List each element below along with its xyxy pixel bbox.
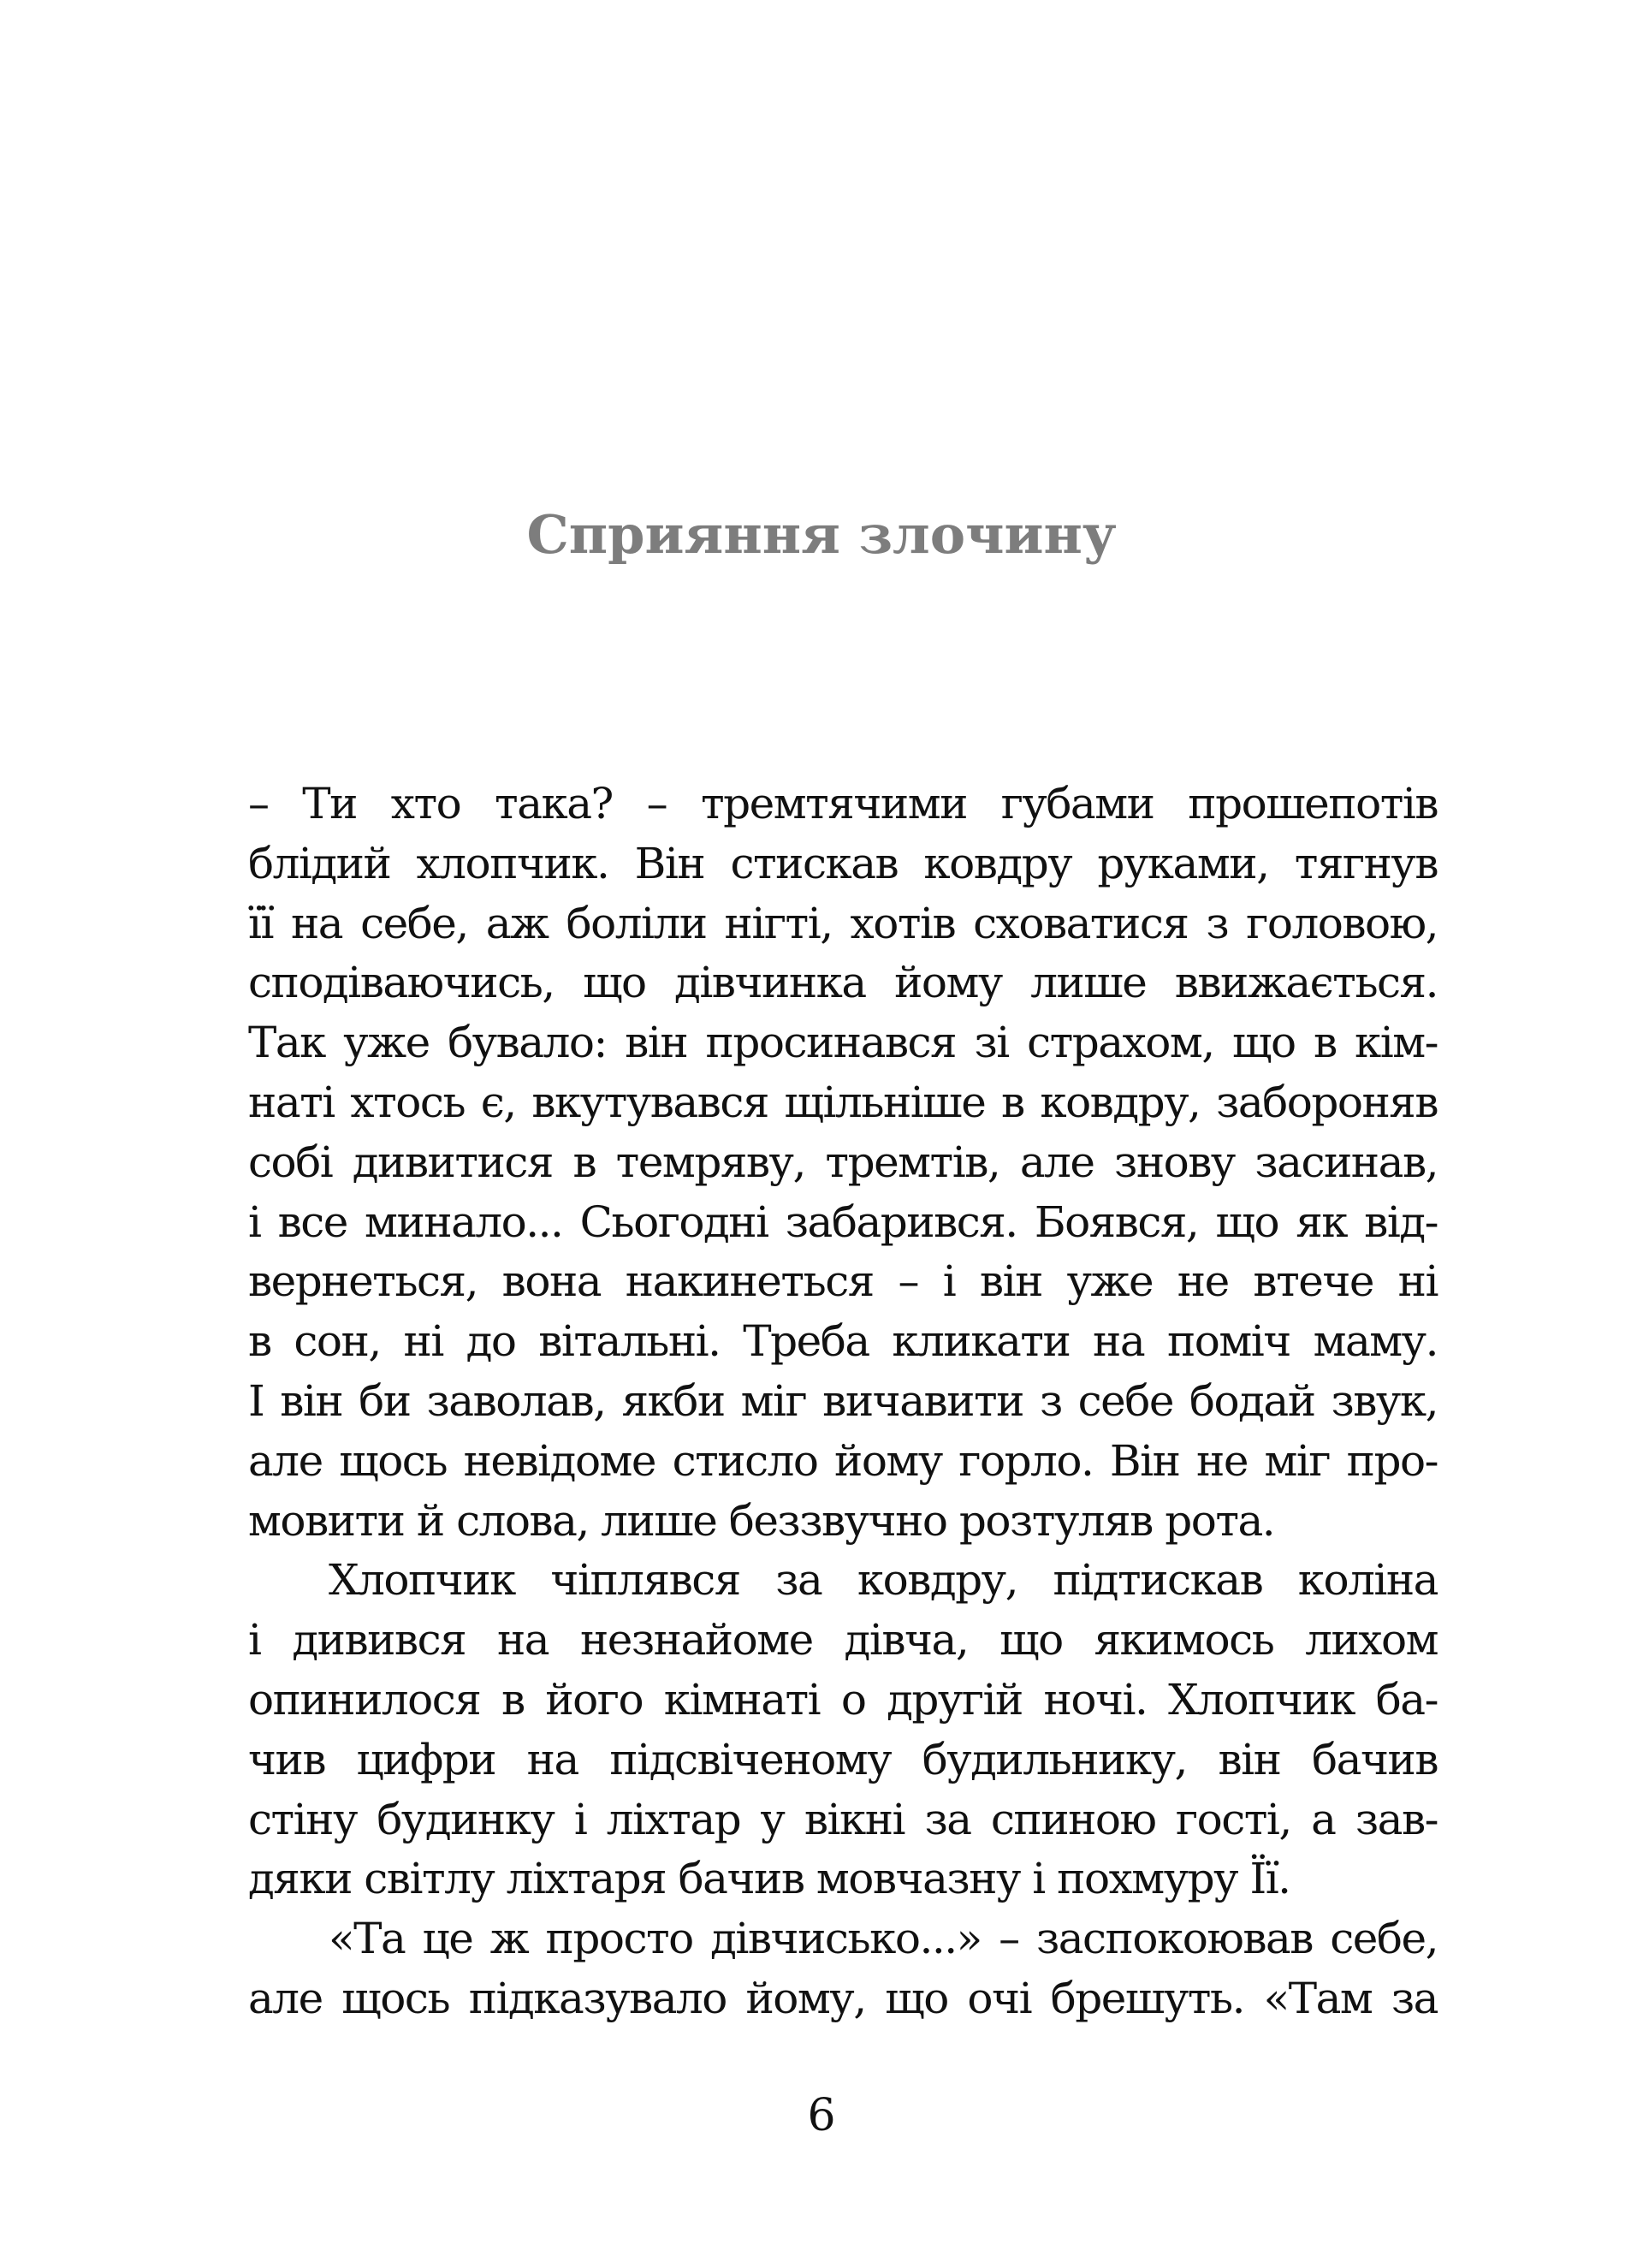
text-line: мовити й слова, лише беззвучно розтуляв рота.	[248, 1495, 1275, 1546]
text-line: сподіваючись, що дівчинка йому лише ввижається.	[248, 958, 1438, 1008]
text-line: «Та це ж просто дівчисько...» – заспокоював себе,	[329, 1914, 1438, 1964]
text-line: собі дивитися в темряву, тремтів, але знову засинав,	[248, 1137, 1438, 1187]
text-line: дяки світлу ліхтаря бачив мовчазну і похмуру Її.	[248, 1854, 1290, 1904]
text-line: чив цифри на підсвіченому будильнику, він бачив	[248, 1734, 1438, 1784]
text-line: – Ти хто така? – тремтячими губами прошепотів	[248, 779, 1438, 828]
text-line: і все минало... Сьогодні забарився. Боявся, що як від-	[248, 1196, 1438, 1247]
text-line: вернеться, вона накинеться – і він уже не втече ні	[248, 1256, 1438, 1307]
text-line: Так уже бувало: він просинався зі страхом, що в кім-	[248, 1018, 1438, 1068]
text-line: стіну будинку і ліхтар у вікні за спиною гості, а зав-	[248, 1794, 1438, 1844]
text-line: Хлопчик чіплявся за ковдру, підтискав коліна	[329, 1555, 1438, 1606]
text-line: її на себе, аж боліли нігті, хотів сховатися з головою,	[248, 898, 1438, 948]
text-line: в сон, ні до вітальні. Треба кликати на поміч маму.	[248, 1316, 1438, 1367]
text-line: І він би заволав, якби міг вичавити з себе бодай звук,	[248, 1375, 1438, 1426]
text-line: але щось підказувало йому, що очі брешуть. «Там за	[248, 1973, 1438, 2023]
page-number: 6	[807, 2090, 836, 2141]
text-line: але щось невідоме стисло йому горло. Він не міг про-	[248, 1435, 1438, 1486]
text-line: блідий хлопчик. Він стискав ковдру руками, тягнув	[248, 838, 1438, 888]
text-line: і дивився на незнайоме дівча, що якимось лихом	[248, 1615, 1438, 1665]
text-line: наті хтось є, вкутувався щільніше в ковдру, забороняв	[248, 1077, 1438, 1127]
text-line: опинилося в його кімнаті о другій ночі. Хлопчик ба-	[248, 1674, 1438, 1725]
chapter-title: Сприяння злочину	[526, 503, 1117, 566]
body-text	[248, 775, 1438, 2029]
